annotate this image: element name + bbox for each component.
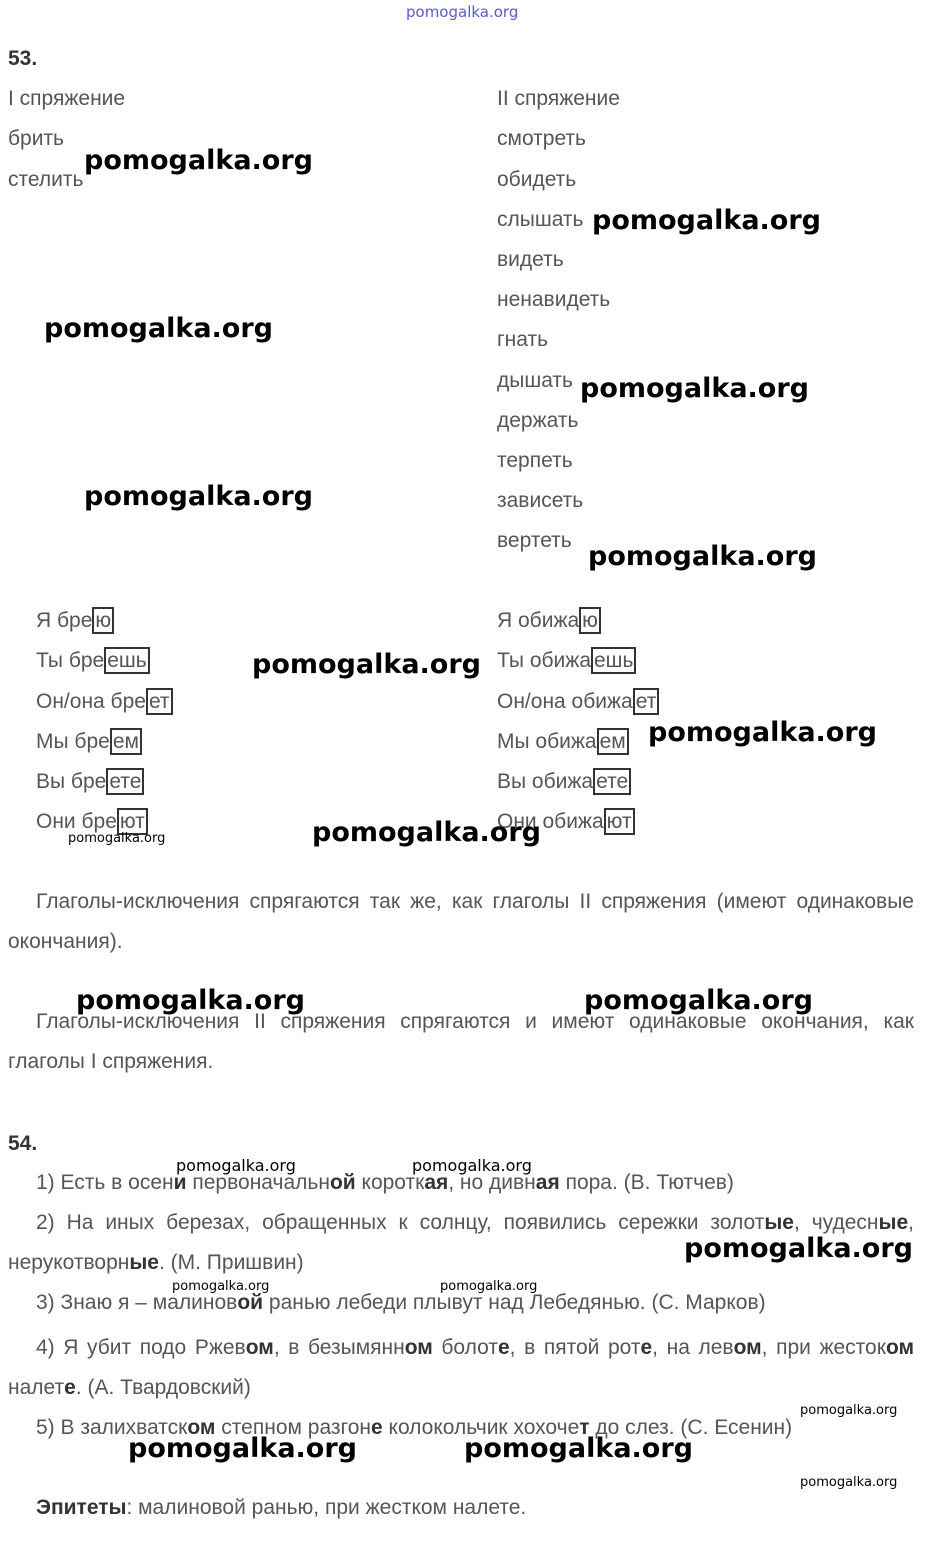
ending-box: ю (579, 607, 601, 634)
ending-bold: ой (237, 1291, 264, 1314)
conjugation-row (497, 608, 601, 633)
conjugation-row (497, 729, 629, 754)
ending-bold: ой (329, 1171, 356, 1194)
watermark: pomogalka.org (128, 1433, 357, 1464)
watermark: pomogalka.org (800, 1403, 898, 1418)
sentence-text: колокольчик хохоче (382, 1416, 580, 1439)
exercise-54-number: 54. (8, 1132, 38, 1155)
conjugation-row (36, 648, 150, 673)
ending-box: ют (604, 808, 635, 835)
verb-stem: Ты обижа (497, 649, 591, 672)
ending-bold: ом (885, 1336, 915, 1359)
ending-bold: е (640, 1336, 653, 1359)
sentence-text: , нерукотворн (8, 1211, 914, 1274)
col2-word: зависеть (497, 489, 584, 512)
conjugation-row (497, 769, 631, 794)
sentence-text: ранью лебеди плывут над Лебедянью. (С. Марков) (263, 1291, 766, 1314)
ending-box: ешь (104, 647, 149, 674)
epithets-line (8, 1488, 914, 1528)
ending-box: ет (633, 688, 660, 715)
conjugation-row (497, 689, 659, 714)
col1-word: стелить (8, 168, 84, 191)
watermark: pomogalka.org (68, 831, 166, 846)
ending-box: ем (597, 728, 629, 755)
ending-box: ет (146, 688, 173, 715)
sentence-text: , в безымянн (273, 1336, 405, 1359)
sentence-text: . (М. Пришвин) (158, 1251, 304, 1274)
sentence-text: 1) Есть в осен (36, 1171, 174, 1194)
watermark: pomogalka.org (588, 541, 817, 572)
ending-bold: е (497, 1336, 510, 1359)
epithets-label: Эпитеты (36, 1496, 127, 1519)
conjugation-row (36, 608, 114, 633)
sentence-text: до слез. (С. Есенин) (589, 1416, 793, 1439)
watermark: pomogalka.org (172, 1279, 270, 1294)
verb-stem: Они бре (36, 810, 117, 833)
sentence-text: первоначальн (186, 1171, 330, 1194)
sentence-text: 5) В залихватск (36, 1416, 188, 1439)
watermark: pomogalka.org (580, 373, 809, 404)
watermark: pomogalka.org (648, 717, 877, 748)
conjugation-row (36, 689, 173, 714)
watermark: pomogalka.org (440, 1279, 538, 1294)
paragraph-exceptions-1 (8, 882, 914, 962)
ending-bold: ые (129, 1251, 159, 1274)
verb-stem: Вы обижа (497, 770, 594, 793)
col2-word: гнать (497, 328, 549, 351)
watermark: pomogalka.org (684, 1233, 913, 1264)
watermark: pomogalka.org (176, 1156, 296, 1175)
ending-bold: ом (733, 1336, 762, 1359)
col2-word: держать (497, 409, 579, 432)
ending-bold: ые (764, 1211, 794, 1234)
sentence-text: , но дивн (448, 1171, 536, 1194)
ending-box: ете (593, 768, 631, 795)
ending-bold: ая (535, 1171, 560, 1194)
col2-word: обидеть (497, 168, 577, 191)
col2-header: II спряжение (497, 87, 620, 110)
paragraph-text: Глаголы-исключения II спряжения спрягаются и имеют одинаковые окончания, как глаголы I спряжения. (8, 1010, 914, 1073)
watermark: pomogalka.org (592, 205, 821, 236)
col1-header: I спряжение (8, 87, 126, 110)
sentence-text: 4) Я убит подо Ржев (36, 1336, 246, 1359)
paragraph-text: Глаголы-исключения спрягаются так же, как глаголы II спряжения (имеют одинаковые окончания). (8, 890, 914, 953)
ending-bold: т (579, 1416, 590, 1439)
watermark: pomogalka.org (312, 817, 541, 848)
ending-box: ю (92, 607, 114, 634)
col1-word: брить (8, 127, 64, 150)
watermark: pomogalka.org (84, 145, 313, 176)
watermark-top: pomogalka.org (406, 3, 519, 21)
verb-stem: Мы бре (36, 730, 110, 753)
sentence-text: 2) На иных березах, обращенных к солнцу, появились сережки золот (36, 1211, 765, 1234)
conjugation-row (36, 769, 144, 794)
ending-box: ешь (591, 647, 636, 674)
verb-stem: Он/она бре (36, 690, 146, 713)
sentence-text: , при жесток (761, 1336, 886, 1359)
col2-word: терпеть (497, 449, 573, 472)
ending-bold: и (173, 1171, 187, 1194)
verb-stem: Мы обижа (497, 730, 597, 753)
ending-bold: ом (245, 1336, 274, 1359)
ending-bold: ом (187, 1416, 216, 1439)
ending-box: ют (117, 808, 148, 835)
col2-word: видеть (497, 248, 564, 271)
watermark: pomogalka.org (412, 1156, 532, 1175)
verb-stem: Они обижа (497, 810, 604, 833)
conjugation-row (36, 729, 142, 754)
ending-bold: ая (424, 1171, 449, 1194)
sentence-text: . (А. Твардовский) (75, 1376, 251, 1399)
watermark: pomogalka.org (800, 1475, 898, 1490)
sentence-text: 3) Знаю я – малинов (36, 1291, 238, 1314)
sentence-text: , в пятой рот (509, 1336, 641, 1359)
ending-bold: е (64, 1376, 76, 1399)
conjugation-row (497, 648, 636, 673)
ending-box: ем (110, 728, 142, 755)
exercise-53-number: 53. (8, 47, 38, 70)
watermark: pomogalka.org (44, 313, 273, 344)
sentence-text: степном разгон (215, 1416, 371, 1439)
verb-stem: Я обижа (497, 609, 580, 632)
col2-word: смотреть (497, 127, 586, 150)
ending-bold: ые (878, 1211, 909, 1234)
sentence-text: коротк (355, 1171, 425, 1194)
sentence-text: болот (432, 1336, 498, 1359)
col2-word: дышать (497, 369, 573, 392)
ending-bold: ом (404, 1336, 433, 1359)
verb-stem: Он/она обижа (497, 690, 633, 713)
sentence-text: , чудесн (794, 1211, 879, 1234)
epithets-text: : малиновой ранью, при жестком налете. (126, 1496, 527, 1519)
watermark: pomogalka.org (84, 481, 313, 512)
col2-word: ненавидеть (497, 288, 611, 311)
ending-box: ете (106, 768, 144, 795)
watermark: pomogalka.org (252, 649, 481, 680)
watermark: pomogalka.org (464, 1433, 693, 1464)
verb-stem: Вы бре (36, 770, 107, 793)
ending-bold: е (371, 1416, 383, 1439)
sentence-text: пора. (В. Тютчев) (559, 1171, 734, 1194)
sentence-text: налет (8, 1376, 65, 1399)
sentence-4 (8, 1328, 914, 1408)
watermark: pomogalka.org (76, 985, 305, 1016)
sentence-text: , на лев (652, 1336, 734, 1359)
verb-stem: Я бре (36, 609, 93, 632)
col2-word: слышать (497, 208, 584, 231)
verb-stem: Ты бре (36, 649, 105, 672)
col2-word: вертеть (497, 529, 572, 552)
watermark: pomogalka.org (584, 985, 813, 1016)
